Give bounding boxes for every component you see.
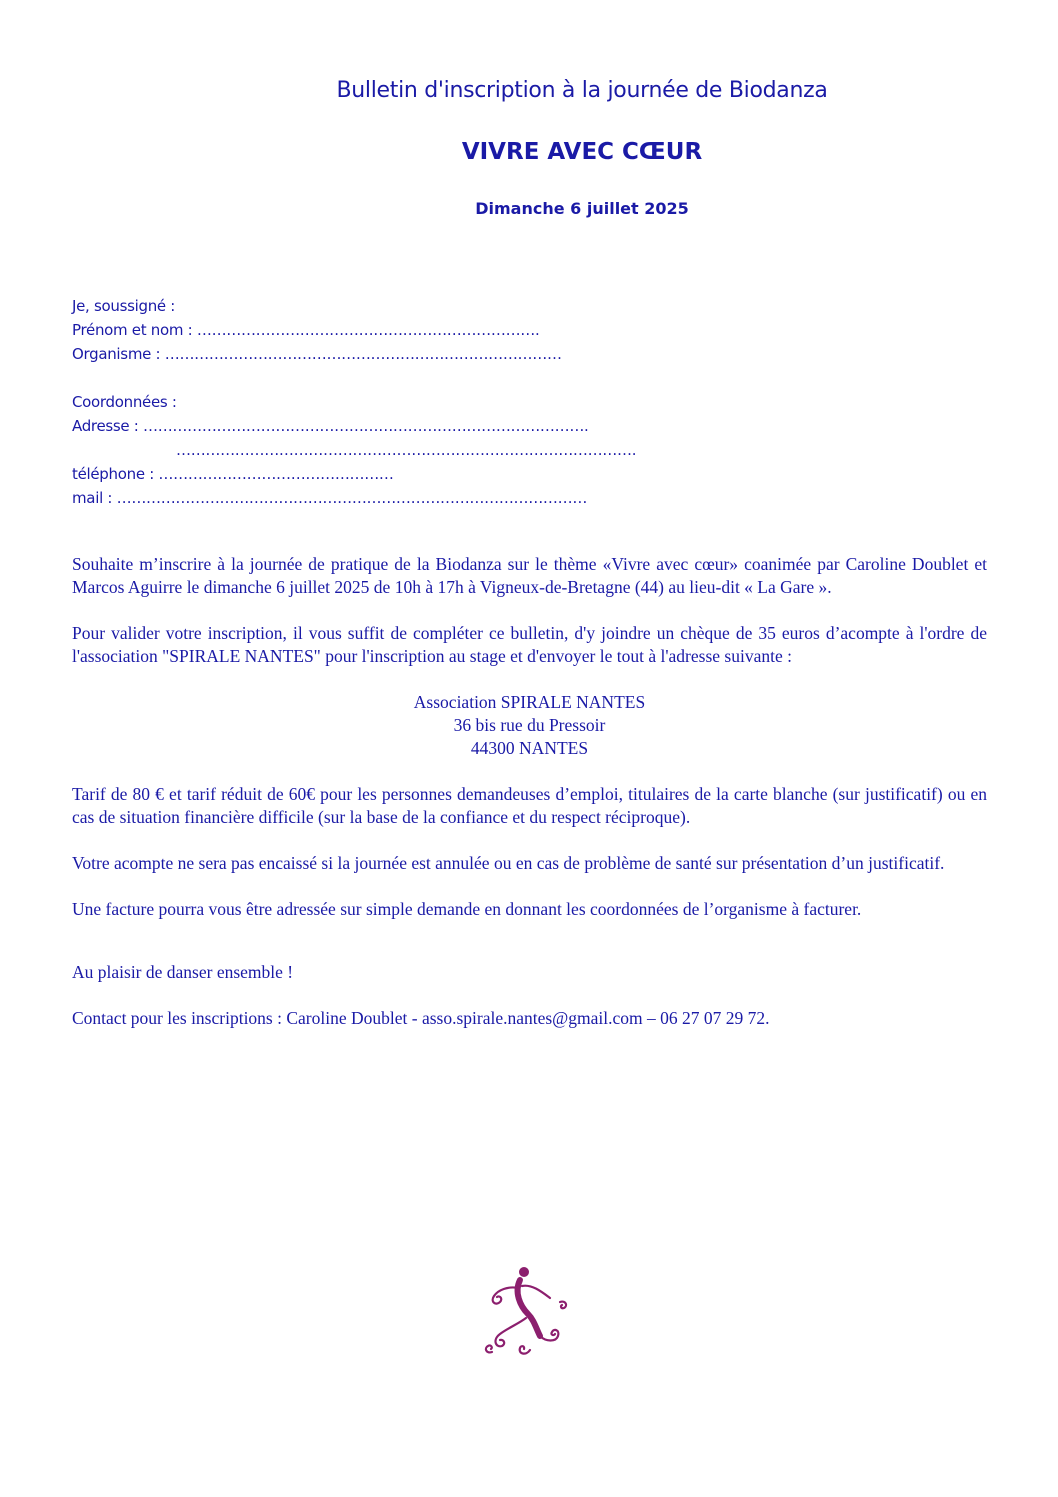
address-line-3: 44300 NANTES <box>470 738 589 758</box>
address-field-continued: …………………………………………………………………………………. <box>176 441 637 459</box>
event-title: VIVRE AVEC CŒUR <box>461 139 703 165</box>
organisme-field: Organisme : ……………………………………………………………………… <box>72 345 562 363</box>
paragraph-invoice: Une facture pourra vous être adressée sur simple demande en donnant les coordonnées de l’organisme à facturer. <box>72 899 862 919</box>
paragraph-validation: Pour valider votre inscription, il vous suffit de compléter ce bulletin, d'y joindre un chèque de 35 euros d’acompte à l'ordre de l'association "SPIRALE NANTES" pour l'inscription au stage et d'envoyer le tout à l'adresse suivante : <box>72 623 987 666</box>
address-field: Adresse : ………………………………………………………………………………. <box>72 417 589 435</box>
paragraph-pricing: Tarif de 80 € et tarif réduit de 60€ pour les personnes demandeuses d’emploi, titulaires de la carte blanche (sur justificatif) ou en cas de situation financière difficile (sur la base de la confiance et du respect réciproque). <box>72 784 987 827</box>
paragraph-registration: Souhaite m’inscrire à la journée de pratique de la Biodanza sur le thème «Vivre avec cœur» coanimée par Caroline Doublet et Marcos Aguirre le dimanche 6 juillet 2025 de 10h à 17h à Vigneux-de-Bretagne (44) au lieu-dit « La Gare ». <box>72 554 987 597</box>
paragraph-deposit: Votre acompte ne sera pas encaissé si la journée est annulée ou en cas de problème de santé sur présentation d’un justificatif. <box>72 853 945 873</box>
page-title: Bulletin d'inscription à la journée de Biodanza <box>336 78 828 103</box>
address-line-1: Association SPIRALE NANTES <box>413 692 646 712</box>
body-text <box>72 553 987 1053</box>
event-date: Dimanche 6 juillet 2025 <box>475 199 689 218</box>
paragraph-contact: Contact pour les inscriptions : Caroline Doublet - asso.spirale.nantes@gmail.com – 06 27 07 29 72. <box>72 1008 770 1028</box>
name-field: Prénom et nom : ……………………………………………………………. <box>72 321 540 339</box>
postal-address <box>72 691 987 760</box>
mail-field: mail : …………………………………………………………………………………… <box>72 489 588 507</box>
registration-form <box>72 294 692 510</box>
spiral-dancer-icon <box>470 1262 580 1362</box>
address-line-2: 36 bis rue du Pressoir <box>453 715 606 735</box>
paragraph-closing: Au plaisir de danser ensemble ! <box>72 962 294 982</box>
phone-field: téléphone : ………………………………………… <box>72 465 394 483</box>
soussigne-label: Je, soussigné : <box>72 297 176 315</box>
coordonnees-label: Coordonnées : <box>72 393 177 411</box>
